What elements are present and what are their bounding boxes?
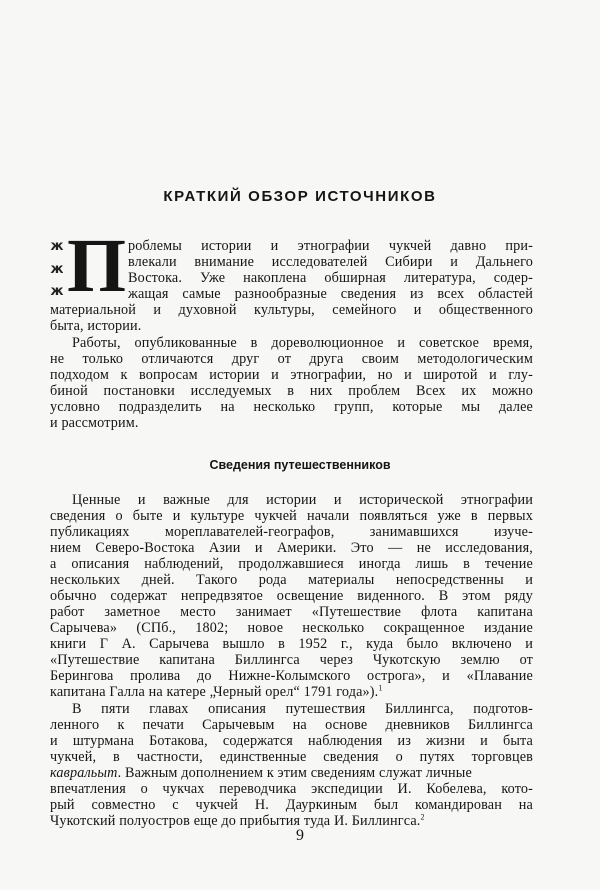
text-line: публикациях мореплавателей-географов, занимавшихся изуче- [50,524,533,540]
italic-term: кавральыт [50,765,118,781]
text-line: рый совместно с чукчей Н. Дауркиным был командирован на [50,797,533,813]
section-title: Сведения путешественников [209,458,391,472]
text-line: влекали внимание исследователей Сибири и Дальнего [128,254,533,270]
text-line: Ценные и важные для истории и исторической этнографии [72,492,533,508]
text-line: условно подразделить на несколько групп, которые мы далее [50,399,533,415]
text-line: книги Г А. Сарычева вышло в 1952 г., куда было включено и [50,636,533,652]
ornament-glyph: ж [50,261,64,277]
text-line: биной постановки исследуемых в них проблем Всех их можно [50,383,533,399]
drop-cap-block [49,224,127,308]
text-line: и штурмана Ботакова, содержатся наблюдения из жизни и быта [50,733,533,749]
text-line: роблемы истории и этнографии чукчей давно при- [128,238,533,254]
text-line: подходом к вопросам истории и этнографии, но и широтой и глу- [50,367,533,383]
text-line: не только отличаются друг от друга своим методологическим [50,351,533,367]
drop-cap: П [67,224,127,308]
text-line: Востока. Уже накоплена обширная литература, содер- [128,270,533,286]
ornament-glyph: ж [50,239,64,254]
chapter-title: КРАТКИЙ ОБЗОР ИСТОЧНИКОВ [163,188,437,205]
ornament-glyph: ж [50,284,64,299]
text-line: жащая самые разнообразные сведения из всех областей [128,286,533,302]
footnote-marker: 1 [378,683,383,693]
text-line: ленного к печати Сарычевым на основе дневников Биллингса [50,717,533,733]
text-line: впечатления о чукчах переводчика экспедиции И. Кобелева, кото- [50,781,533,797]
text-line: быта, истории. [50,318,142,334]
text-line: материальной и духовной культуры, семейного и общественного [50,302,533,318]
text-line: Работы, опубликованные в дореволюционное и советское время, [72,335,533,351]
footnote-marker: 2 [420,812,425,822]
text-span: Чукотский полуостров еще до прибытия туда И. Биллингса. [50,813,421,829]
text-line: Сарычева» (СПб., 1802; новое несколько сокращенное издание [50,620,533,636]
text-line [50,765,472,781]
text-line: нием Северо-Востока Азии и Америки. Это — не исследования, [50,540,533,556]
page-number: 9 [296,827,304,844]
text-span: капитана Галла на катере „Черный орел“ 1791 года»). [50,684,379,700]
text-line: сведения о быте и культуре чукчей начали появляться уже в первых [50,508,533,524]
ornament-icon [49,240,65,298]
text-line: чукчей, в частности, единственные сведения о путях торговцев [50,749,533,765]
text-line [50,684,383,700]
text-line: Берингова пролива до Нижне-Колымского острога», и «Плавание [50,668,533,684]
text-line: В пяти главах описания путешествия Биллингса, подготов- [72,701,533,717]
text-line: обычно содержат непредвзятое освещение виденного. В этом ряду [50,588,533,604]
text-line: работ заметное место занимает «Путешествие флота капитана [50,604,533,620]
text-line: «Путешествие капитана Биллингса через Чукотскую землю от [50,652,533,668]
text-line: нескольких дней. Такого рода материалы непосредственны и [50,572,533,588]
text-line: и рассмотрим. [50,415,139,431]
text-line: а описания наблюдений, продолжавшиеся иногда лишь в течение [50,556,533,572]
text-span: . Важным дополнением к этим сведениям служат личные [117,765,472,781]
